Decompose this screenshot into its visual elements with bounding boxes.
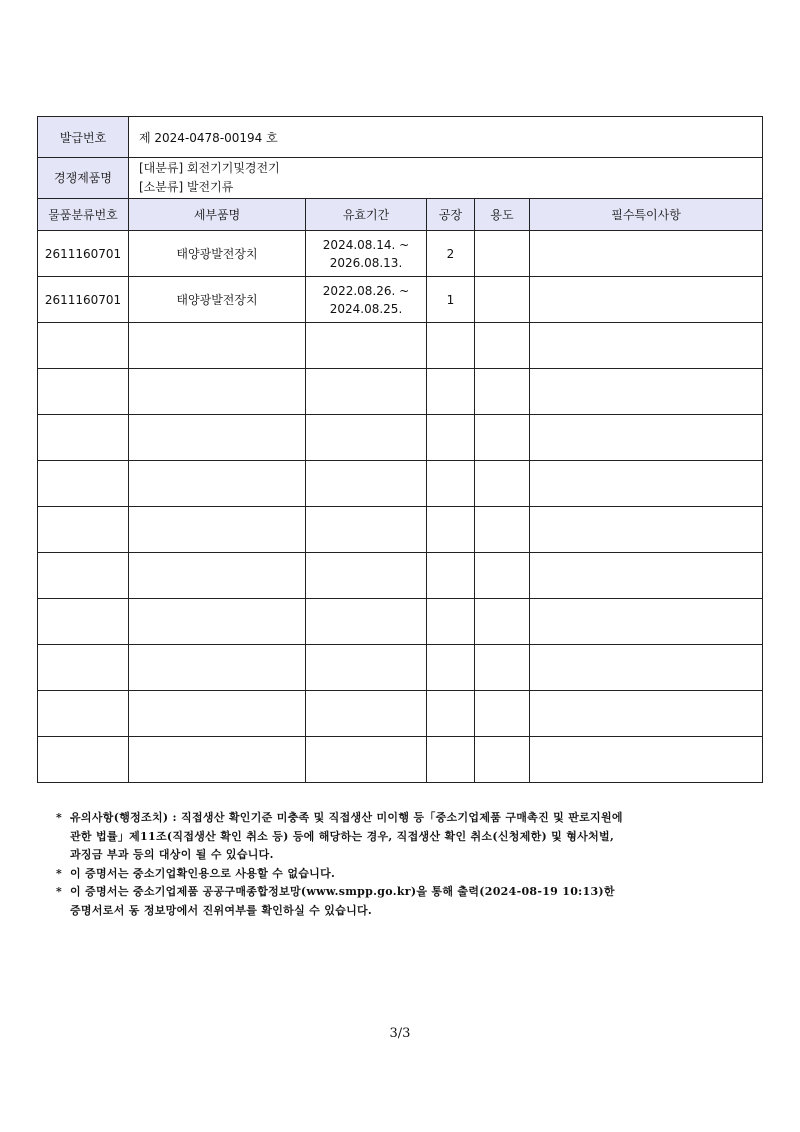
valid-to: 2024.08.25. (329, 301, 403, 316)
cell-usage (475, 231, 530, 277)
empty-row (38, 737, 763, 783)
product-major-category: [대분류] 회전기기및경전기 (139, 161, 280, 175)
certificate-table-container (37, 116, 762, 783)
notice-item (56, 865, 756, 884)
col-header-item: 세부품명 (129, 199, 306, 231)
col-header-plant: 공장 (427, 199, 475, 231)
col-header-notes: 필수특이사항 (530, 199, 763, 231)
empty-row (38, 369, 763, 415)
product-name-label: 경쟁제품명 (38, 158, 129, 199)
notice-line: 관한 법률」제11조(직접생산 확인 취소 등) 등에 해당하는 경우, 직접생산 확인 취소(신청제한) 및 형사처벌, (70, 829, 615, 843)
table-row (38, 277, 763, 323)
issue-number-row (38, 117, 763, 158)
empty-row (38, 645, 763, 691)
cell-item: 태양광발전장치 (129, 277, 306, 323)
cell-usage (475, 277, 530, 323)
issue-number-value: 제 2024-0478-00194 호 (129, 117, 763, 158)
notice-text (70, 865, 335, 884)
valid-to: 2026.08.13. (329, 255, 403, 270)
notice-bullet: * (56, 866, 63, 880)
notice-bullet: * (56, 811, 63, 824)
page-number: 3/3 (389, 1026, 411, 1041)
valid-from: 2024.08.14. ~ (322, 237, 410, 252)
cell-validity (306, 231, 427, 277)
col-header-usage: 용도 (475, 199, 530, 231)
cell-plant: 1 (427, 277, 475, 323)
notice-text (70, 809, 623, 865)
notice-text (70, 883, 615, 920)
empty-row (38, 461, 763, 507)
notice-item (56, 809, 756, 865)
cell-validity (306, 277, 427, 323)
product-name-row (38, 158, 763, 199)
cell-item: 태양광발전장치 (129, 231, 306, 277)
notice-line: 증명서로서 동 정보망에서 진위여부를 확인하실 수 있습니다. (70, 903, 373, 917)
empty-row (38, 323, 763, 369)
notice-bullet: * (56, 885, 63, 898)
cell-notes (530, 231, 763, 277)
col-header-code: 물품분류번호 (38, 199, 129, 231)
table-row (38, 231, 763, 277)
empty-row (38, 553, 763, 599)
empty-row (38, 507, 763, 553)
cell-code: 2611160701 (38, 277, 129, 323)
notice-line: 유의사항(행정조치) : 직접생산 확인기준 미충족 및 직접생산 미이행 등「중소기업제품 구매촉진 및 판로지원에 (70, 811, 623, 824)
certificate-table (37, 116, 763, 783)
empty-row (38, 599, 763, 645)
product-name-value (129, 158, 763, 199)
column-header-row (38, 199, 763, 231)
cell-code: 2611160701 (38, 231, 129, 277)
notice-line: 이 증명서는 중소기업제품 공공구매종합정보망(www.smpp.go.kr)을 통해 출력(2024-08-19 10:13)한 (70, 885, 615, 898)
notice-line: 이 증명서는 중소기업확인용으로 사용할 수 없습니다. (70, 866, 336, 880)
product-minor-category: [소분류] 발전기류 (139, 180, 234, 194)
empty-row (38, 415, 763, 461)
cell-plant: 2 (427, 231, 475, 277)
notice-item (56, 883, 756, 920)
notice-line: 과징금 부과 등의 대상이 될 수 있습니다. (70, 848, 274, 861)
issue-number-label: 발급번호 (38, 117, 129, 158)
empty-row (38, 691, 763, 737)
cell-notes (530, 277, 763, 323)
notice-section (56, 809, 756, 920)
valid-from: 2022.08.26. ~ (322, 283, 410, 298)
col-header-validity: 유효기간 (306, 199, 427, 231)
